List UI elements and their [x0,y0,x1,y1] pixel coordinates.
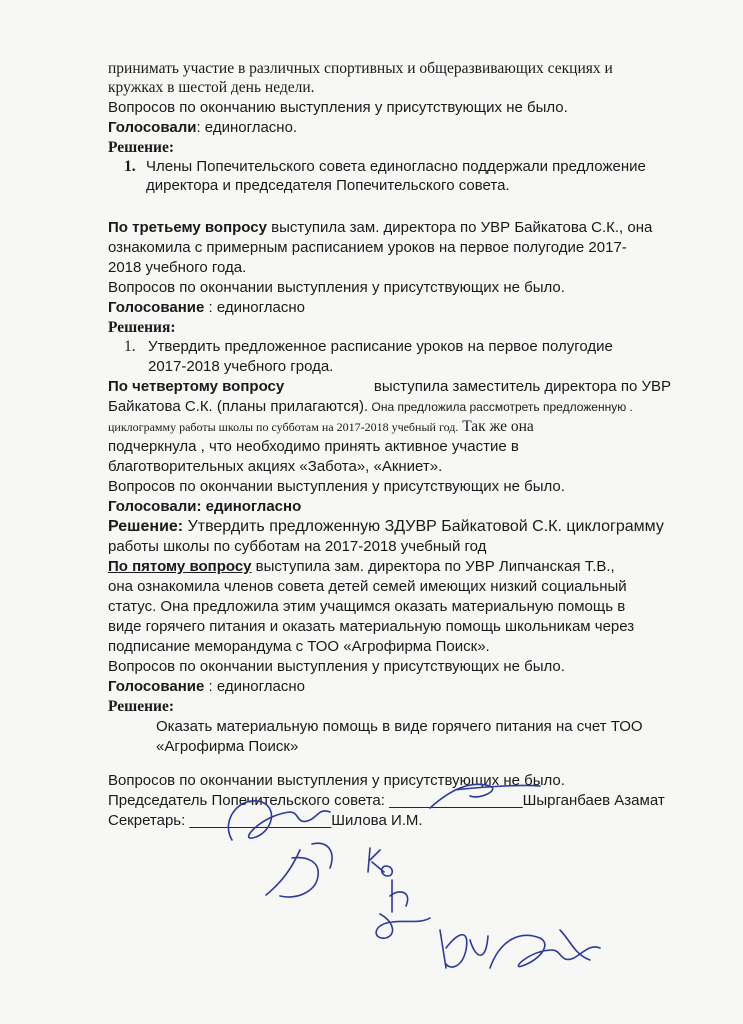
text-line [108,60,671,78]
text-line [108,558,615,576]
list-item: Члены Попечительского совета единогласно поддержали предложение [146,158,646,175]
vote-line [108,119,297,137]
decision-label: Решения: [108,319,176,336]
text-line: 2018 учебного года. [108,259,247,276]
text-line-content: ознакомила с примерным расписанием уроков на первое полугодие 2017- [108,239,627,256]
text-line-content: Так же она [458,418,534,435]
member-signature [440,930,488,968]
member-signature [266,843,332,897]
text-line-content: подчеркнула , что необходимо принять активное участие в [108,438,519,455]
text-line: Вопросов по окончании выступления у присутствующих не было. [108,279,565,296]
secretary-name: Шилова И.М. [331,812,423,829]
decision-text: Оказать материальную помощь в виде горячего питания на счет ТОО [156,718,643,735]
text-line: благотворительных акциях «Забота», «Акниет». [108,458,443,475]
text-line: Вопросов по окончанию выступления у присутствующих не было. [108,99,568,116]
member-signature [560,930,590,960]
decision-label: Решение: [108,139,175,156]
text-line-content: выступила заместитель директора по УВР [373,378,671,395]
text-line: Вопросов по окончании выступления у присутствующих не было. [108,658,565,675]
decision-text: «Агрофирма Поиск» [156,738,299,755]
list-number: 1. [124,158,136,175]
text-line [108,239,673,257]
text-line [108,438,671,456]
text-line: Вопросов по окончании выступления у присутствующих не было. [108,772,565,789]
question-lead: По пятому вопросу [108,558,252,575]
text-line: виде горячего питания и оказать материальную помощь школьникам через [108,618,635,635]
vote-line: Голосовали: единогласно [108,498,302,515]
chair-label: Председатель Попечительского совета: ________________ [108,792,523,809]
text-line: статус. Она предложила этим учащимся оказать материальную помощь в [108,598,626,615]
vote-value: : единогласно [204,678,305,695]
decision-text: работы школы по субботам на 2017-2018 учебный год [108,538,487,555]
chair-name: Шырганбаев Азамат [522,792,665,809]
text-line: она ознакомила членов совета детей семей имеющих низкий социальный [108,578,627,595]
text-line-content: выступила зам. директора по УВР Байкатова С.К., она [266,219,653,236]
list-item: 2017-2018 учебного грода. [148,358,334,375]
decision-label: Решение: [108,698,175,715]
decision-text: Утвердить предложенную ЗДУВР Байкатовой С.К. циклограмму [183,518,664,535]
list-item: директора и председателя Попечительского совета. [146,177,510,194]
question-lead: По третьему вопросу [108,219,267,236]
chair-line [108,792,665,810]
vote-line [108,678,305,696]
text-line: Вопросов по окончании выступления у присутствующих не было. [108,478,565,495]
text-line [108,378,671,396]
text-line: кружках в шестой день недели. [108,79,315,96]
text-line-content: принимать участие в различных спортивных и общеразвивающих секциях и [108,60,613,77]
secretary-line [108,812,423,830]
vote-value: : единогласно [204,299,305,316]
member-signature [490,935,600,968]
member-signature [376,880,430,938]
decision-label: Решение: [108,518,184,535]
member-signature [368,848,392,876]
text-line: подписание меморандума с ТОО «Агрофирма Поиск». [108,638,490,655]
text-line [108,418,534,436]
list-number: 1. [124,338,136,355]
decision-line [108,518,664,536]
vote-value: : единогласно. [196,119,298,136]
text-line-content: Байкатова С.К. (планы прилагаются). [108,398,369,415]
question-lead: По четвертому вопросу [108,378,285,395]
text-line-content: Она предложила рассмотреть предложенную . [368,400,633,414]
list-item: Утвердить предложенное расписание уроков на первое полугодие [148,338,613,355]
text-line-content: выступила зам. директора по УВР Липчанская Т.В., [251,558,615,575]
vote-label: Голосовали [108,119,197,136]
vote-label: Голосование [108,678,205,695]
vote-label: Голосование [108,299,205,316]
secretary-label: Секретарь: _________________ [108,812,332,829]
text-line-content: циклограмму работы школы по субботам на 2017-2018 учебный год. [108,420,459,434]
text-line [108,398,633,416]
text-line [108,219,652,237]
vote-line [108,299,305,317]
